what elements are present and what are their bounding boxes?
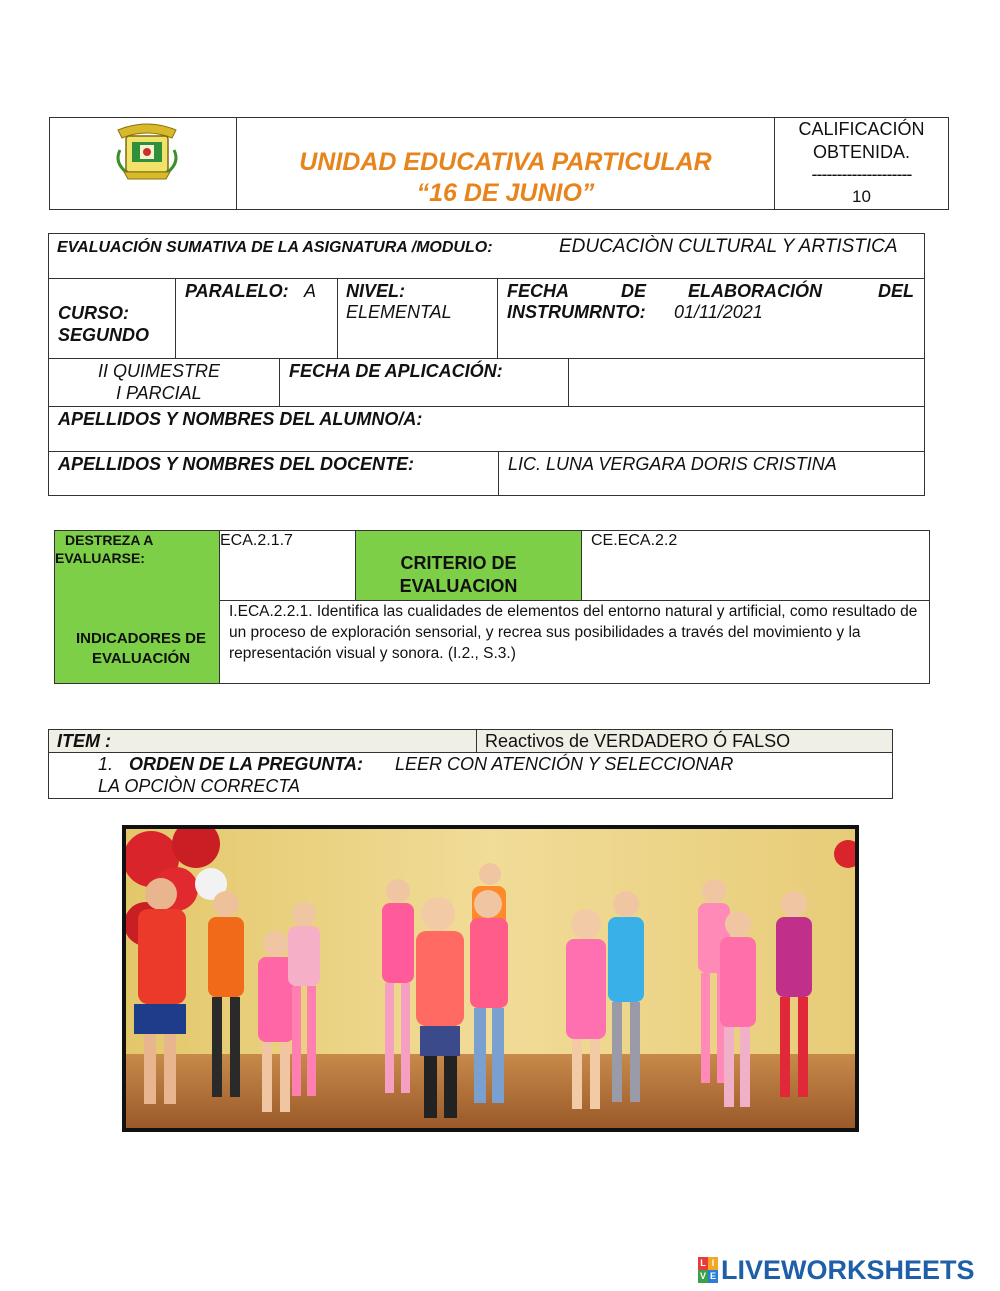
course-cell — [48, 278, 176, 359]
dance-photo — [122, 825, 859, 1132]
skill-value: ECA.2.1.7 — [220, 532, 293, 549]
date-label-word2: DE — [621, 281, 647, 301]
teacher-label-cell — [48, 451, 499, 496]
subject-row — [48, 233, 925, 279]
item-label: ITEM : — [57, 731, 111, 751]
item-type: Reactivos de VERDADERO Ó FALSO — [485, 731, 791, 751]
elaboration-date-value: 01/11/2021 — [674, 302, 763, 322]
term-cell — [48, 358, 280, 407]
parallel-label: PARALELO: — [185, 281, 289, 301]
date-label-word4: DEL — [878, 281, 914, 301]
indicators-label-line1: INDICADORES DE — [75, 630, 206, 647]
indicators-text: I.ECA.2.2.1. Identifica las cualidades de elementos del entorno natural y artificial, como resultado de un proceso de exploración sensorial, y recrea sus posibilidades a través del movimiento y la representación visual y sonora. (I.2., S.3.) — [229, 603, 918, 662]
skill-value-cell — [219, 530, 356, 601]
school-crest-icon — [112, 120, 182, 182]
term-line2: I PARCIAL — [116, 383, 202, 403]
date-label-word5: INSTRUMRNTO: — [507, 302, 646, 322]
question-instruction-cell — [48, 752, 893, 799]
student-name-row[interactable] — [48, 406, 925, 452]
teacher-value: LIC. LUNA VERGARA DORIS CRISTINA — [508, 454, 837, 474]
level-cell — [337, 278, 498, 359]
parallel-value: A — [304, 281, 317, 301]
parallel-cell — [175, 278, 338, 359]
grade-label-line2: OBTENIDA. — [812, 142, 910, 162]
criterion-label-line2: EVALUACION — [399, 576, 518, 596]
course-value: SEGUNDO — [58, 325, 150, 345]
item-type-cell — [476, 729, 893, 753]
skill-label-line2: EVALUARSE: — [55, 550, 145, 566]
level-label: NIVEL: — [346, 281, 406, 301]
subject-label: EVALUACIÓN SUMATIVA DE LA ASIGNATURA /MODULO: — [57, 239, 493, 256]
application-date-label: FECHA DE APLICACIÓN: — [289, 361, 503, 381]
grade-label-line1: CALIFICACIÓN — [798, 119, 925, 139]
liveworksheets-brand[interactable]: LIVEWORKSHEETS — [721, 1255, 975, 1285]
teacher-label: APELLIDOS Y NOMBRES DEL DOCENTE: — [58, 454, 415, 474]
level-value: ELEMENTAL — [346, 302, 452, 322]
skill-label-line1: DESTREZA A — [65, 532, 154, 548]
application-date-label-cell — [279, 358, 569, 407]
application-date-field[interactable] — [568, 358, 925, 407]
children-dancing-illustration — [126, 829, 855, 1128]
student-name-label: APELLIDOS Y NOMBRES DEL ALUMNO/A: — [58, 409, 423, 429]
subject-value: EDUCACIÒN CULTURAL Y ARTISTICA — [559, 236, 898, 257]
teacher-value-cell — [498, 451, 925, 496]
question-number: 1. — [98, 754, 114, 774]
criterion-label-cell — [355, 530, 582, 601]
criterion-value-cell — [581, 530, 930, 601]
school-name-line1: UNIDAD EDUCATIVA PARTICULAR — [299, 148, 712, 176]
criterion-label-line1: CRITERIO DE — [400, 553, 517, 573]
grade-value: 10 — [852, 187, 871, 206]
criterion-value: CE.ECA.2.2 — [591, 532, 678, 549]
question-text-line2: LA OPCIÒN CORRECTA — [98, 776, 301, 796]
question-label: ORDEN DE LA PREGUNTA: — [129, 754, 363, 774]
school-name-cell — [236, 117, 775, 210]
school-name-line2: “16 DE JUNIO” — [416, 179, 595, 207]
date-label-word3: ELABORACIÓN — [688, 281, 822, 301]
skill-indicator-label-cell — [54, 530, 220, 684]
date-label-word1: FECHA — [507, 281, 569, 301]
liveworksheets-logo-icon: L I V E — [699, 1258, 716, 1281]
indicators-label-line2: EVALUACIÓN — [91, 650, 191, 667]
course-label: CURSO: — [58, 303, 129, 323]
question-text-line1: LEER CON ATENCIÓN Y SELECCIONAR — [395, 754, 734, 774]
grade-divider: -------------------- — [811, 164, 912, 184]
item-label-cell — [48, 729, 477, 753]
indicators-text-cell — [219, 600, 930, 684]
term-line1: II QUIMESTRE — [98, 361, 221, 381]
school-logo-cell — [49, 117, 237, 210]
elaboration-date-cell — [497, 278, 925, 359]
grade-cell — [774, 117, 949, 210]
